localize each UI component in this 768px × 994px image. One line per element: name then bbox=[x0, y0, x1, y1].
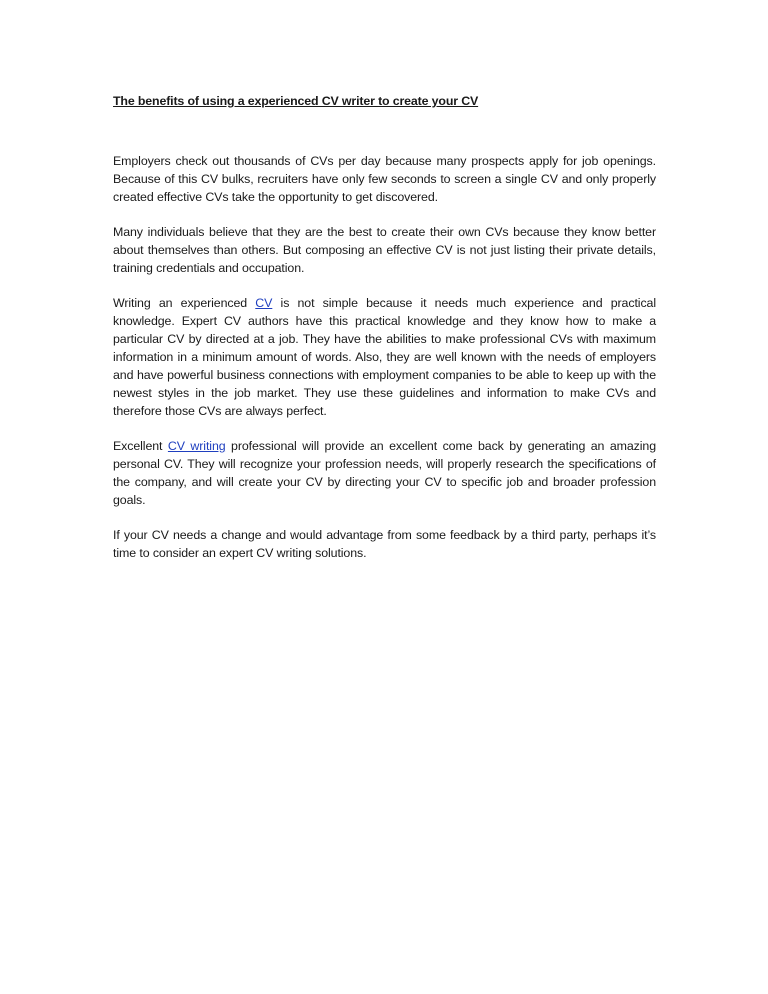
paragraph-3-text-before: Writing an experienced bbox=[113, 296, 256, 310]
cv-writing-link[interactable]: CV writing bbox=[167, 439, 226, 453]
paragraph-3-text-after: is not simple because it needs much experience and practical knowledge. Expert CV authors have this practical knowledge and they know how to make a particular CV by directed at a job. They have the abilities to make professional CVs with maximum information in a minimum amount of words. Also, they are well known with the needs of employers and have powerful business connections with employment companies to be able to keep up with the newest styles in the job market. They use these guidelines and information to make CVs and therefore those CVs are always perfect. bbox=[113, 296, 656, 418]
paragraph-2: Many individuals believe that they are the best to create their own CVs because they know better about themselves than others. But composing an effective CV is not just listing their private details, training credentials and occupation. bbox=[113, 225, 656, 275]
paragraph-5: If your CV needs a change and would advantage from some feedback by a third party, perhaps it’s time to consider an expert CV writing solutions. bbox=[113, 528, 656, 560]
paragraph-4-text-after: professional will provide an excellent come back by generating an amazing personal CV. They will recognize your profession needs, will properly research the specifications of the company, and will create your CV by directing your CV to specific job and broader profession goals. bbox=[113, 439, 656, 507]
paragraph-1: Employers check out thousands of CVs per day because many prospects apply for job openings. Because of this CV bulks, recruiters have only few seconds to screen a single CV and only properly created effective CVs take the opportunity to get discovered. bbox=[113, 154, 656, 204]
cv-link[interactable]: CV bbox=[255, 296, 273, 310]
paragraph-4 bbox=[113, 437, 656, 509]
document-page bbox=[113, 92, 656, 579]
paragraph-3 bbox=[113, 294, 656, 420]
document-title: The benefits of using a experienced CV writer to create your CV bbox=[113, 94, 479, 108]
paragraph-4-text-before: Excellent bbox=[113, 439, 168, 453]
